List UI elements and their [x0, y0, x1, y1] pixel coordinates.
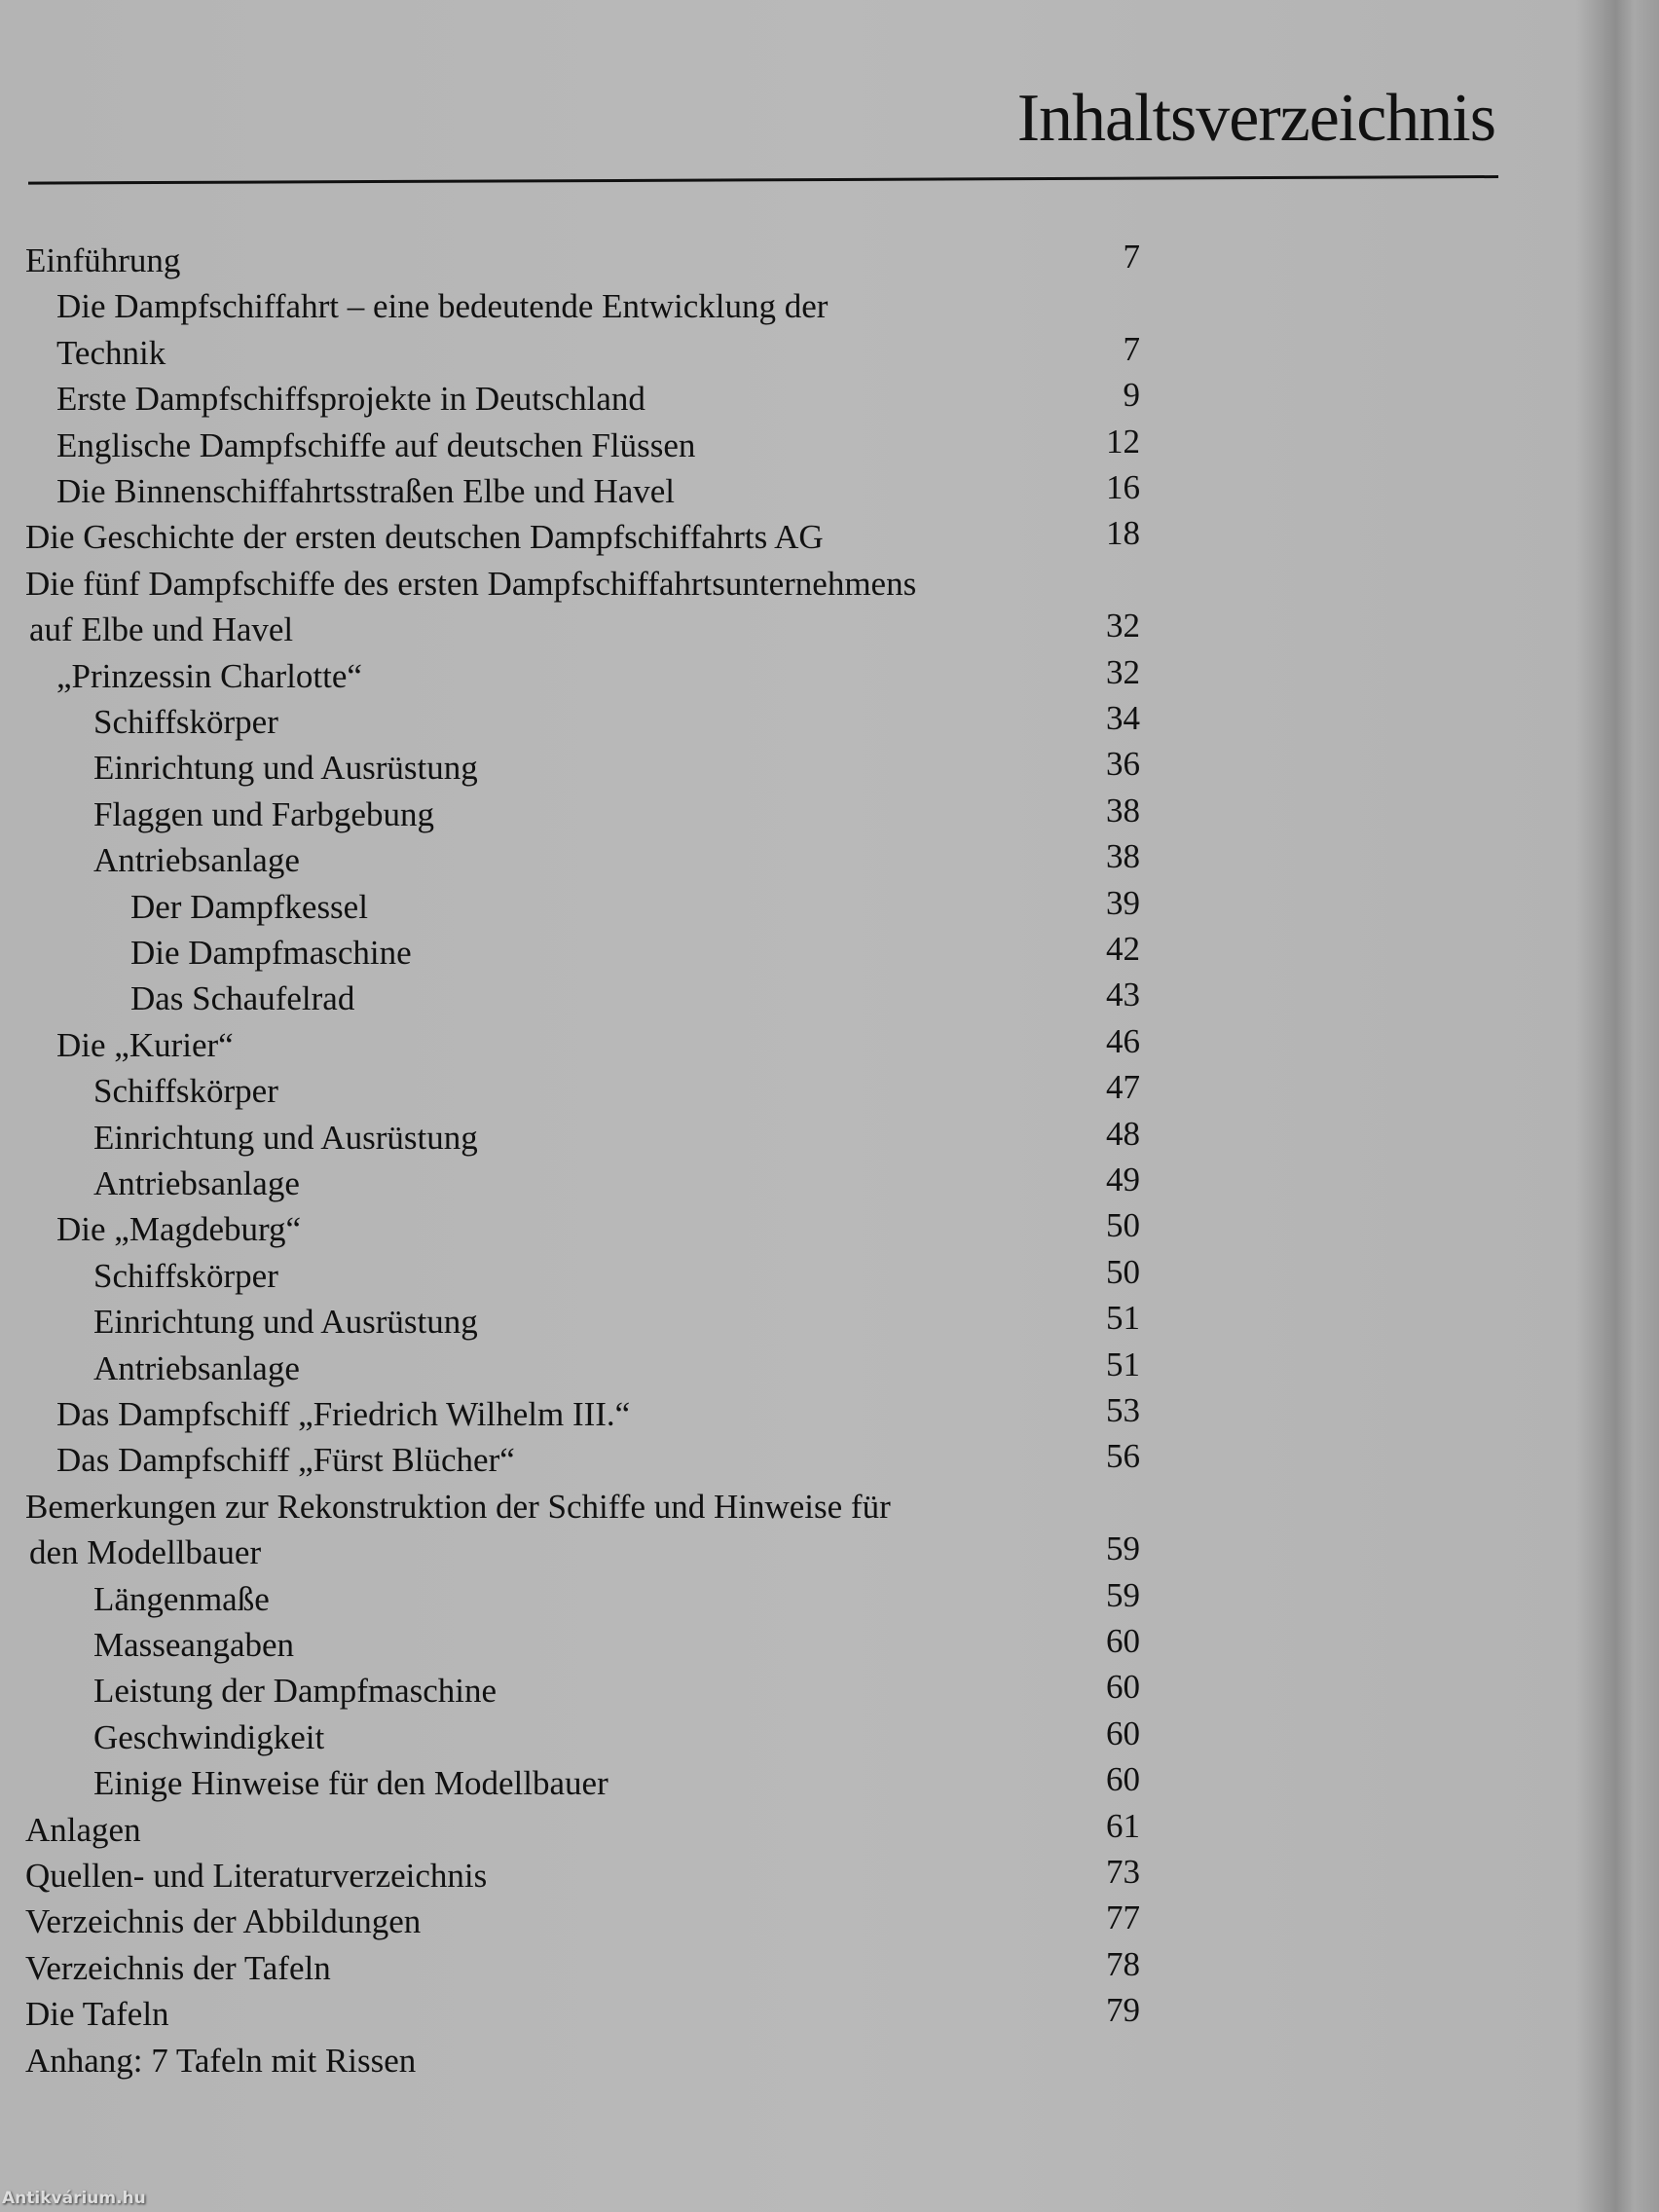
- toc-entry-page: 38: [1106, 837, 1140, 876]
- toc-entry-title: Leistung der Dampfmaschine: [93, 1672, 498, 1711]
- toc-entry-title: Verzeichnis der Tafeln: [25, 1948, 331, 1987]
- toc-entry-page: 51: [1106, 1299, 1140, 1338]
- toc-entry-title: Das Dampfschiff „Friedrich Wilhelm III.“: [56, 1395, 631, 1433]
- toc-entry-page: 36: [1106, 745, 1140, 784]
- toc-entry-page: 59: [1106, 1530, 1140, 1568]
- toc-entry-title: Der Dampfkessel: [130, 887, 368, 926]
- toc-entry-page: 32: [1106, 607, 1140, 645]
- toc-entry-title: Einrichtung und Ausrüstung: [93, 749, 478, 788]
- toc-entry-title: Erste Dampfschiffsprojekte in Deutschland: [56, 380, 645, 419]
- toc-entry-page: 53: [1106, 1391, 1140, 1429]
- toc-entry-title: Schiffskörper: [93, 1256, 278, 1295]
- toc-entry-title: Antriebsanlage: [93, 841, 300, 880]
- toc-entry-title: „Prinzessin Charlotte“: [56, 656, 362, 695]
- toc-entry-title: Längenmaße: [93, 1579, 270, 1618]
- toc-entry-page: 59: [1106, 1575, 1140, 1614]
- toc-entry-page: 43: [1106, 976, 1140, 1014]
- toc-entry-page: 60: [1106, 1714, 1140, 1752]
- toc-entry-title: Die Geschichte der ersten deutschen Dampfschiffahrts AG: [25, 518, 824, 557]
- toc-entry-page: 60: [1106, 1622, 1140, 1660]
- toc-entry-title: Die Tafeln: [25, 1995, 169, 2034]
- toc-entry-page: 46: [1106, 1021, 1140, 1060]
- toc-entry-title: Masseangaben: [93, 1626, 295, 1664]
- page-title: Inhaltsverzeichnis: [1016, 81, 1495, 156]
- toc-entry-page: 12: [1106, 422, 1140, 461]
- toc-entry-title: Verzeichnis der Abbildungen: [25, 1902, 422, 1941]
- toc-entry-title: Einrichtung und Ausrüstung: [93, 1118, 478, 1157]
- toc-entry-page: 61: [1106, 1806, 1140, 1845]
- toc-entry-title: Geschwindigkeit: [93, 1717, 325, 1756]
- toc-entry-title: Antriebsanlage: [93, 1348, 300, 1387]
- toc-entry-page: 50: [1106, 1252, 1140, 1291]
- toc-entry-title: auf Elbe und Havel: [29, 610, 294, 649]
- toc-entry-page: 60: [1106, 1668, 1140, 1707]
- toc-entry-title: Einige Hinweise für den Modellbauer: [93, 1764, 608, 1803]
- toc-entry-title: Einführung: [25, 241, 181, 279]
- toc-entry-page: 78: [1106, 1944, 1140, 1983]
- toc-entry-page: 60: [1106, 1760, 1140, 1799]
- toc-entry-page: 42: [1106, 930, 1140, 968]
- watermark: Antikvárium.hu: [2, 2189, 146, 2208]
- toc-entry-title: Die Dampfmaschine: [130, 934, 412, 972]
- title-rule: [28, 175, 1498, 185]
- toc-entry-page: 16: [1106, 468, 1140, 506]
- toc-entry-page: 7: [1123, 238, 1140, 276]
- toc-entry-title: Die „Kurier“: [56, 1025, 234, 1064]
- toc-entry-title: Quellen- und Literaturverzeichnis: [25, 1857, 488, 1895]
- toc-entry-page: 79: [1106, 1991, 1140, 2030]
- toc-entry-title: Bemerkungen zur Rekonstruktion der Schiffe und Hinweise für: [25, 1487, 891, 1526]
- toc-entry-title: Technik: [56, 333, 166, 372]
- toc-entry-page: 9: [1123, 376, 1140, 415]
- toc-entry-title: Schiffskörper: [93, 703, 278, 741]
- toc-entry-title: den Modellbauer: [29, 1533, 262, 1572]
- toc-entry-title: Das Dampfschiff „Fürst Blücher“: [56, 1441, 515, 1480]
- toc-entry-page: 49: [1106, 1161, 1140, 1198]
- toc-entry-page: 38: [1106, 791, 1140, 830]
- toc-entry-title: Anlagen: [25, 1810, 141, 1849]
- toc-entry-page: 73: [1106, 1853, 1140, 1891]
- toc-entry-title: Flaggen und Farbgebung: [93, 794, 434, 833]
- toc-entry-title: Die fünf Dampfschiffe des ersten Dampfschiffahrtsunternehmens: [25, 564, 917, 603]
- toc-entry-title: Die „Magdeburg“: [56, 1210, 302, 1249]
- toc-entry-title: Antriebsanlage: [93, 1164, 300, 1202]
- toc-entry-page: 51: [1106, 1345, 1140, 1383]
- toc-entry-page: 48: [1106, 1114, 1140, 1153]
- toc-entry-page: 50: [1106, 1206, 1140, 1245]
- toc-entry-page: 7: [1123, 329, 1140, 368]
- toc-entry-page: 18: [1106, 514, 1140, 553]
- toc-entry-title: Die Binnenschiffahrtsstraßen Elbe und Havel: [56, 472, 676, 510]
- toc-entry-title: Anhang: 7 Tafeln mit Rissen: [25, 2041, 417, 2080]
- toc-entry-title: Schiffskörper: [93, 1072, 278, 1111]
- toc-entry-page: 77: [1106, 1899, 1140, 1937]
- toc-entry-page: 39: [1106, 883, 1140, 922]
- toc-entry-page: 47: [1106, 1068, 1140, 1107]
- toc-entry-page: 56: [1106, 1437, 1140, 1476]
- toc-entry-title: Die Dampfschiffahrt – eine bedeutende Entwicklung der: [56, 287, 829, 326]
- toc-entry-title: Einrichtung und Ausrüstung: [93, 1303, 478, 1342]
- toc-entry-page: 32: [1106, 652, 1140, 691]
- toc-entry-page: 34: [1106, 699, 1140, 737]
- toc-entry-title: Englische Dampfschiffe auf deutschen Flüssen: [56, 425, 696, 464]
- toc-entry-title: Das Schaufelrad: [130, 979, 355, 1018]
